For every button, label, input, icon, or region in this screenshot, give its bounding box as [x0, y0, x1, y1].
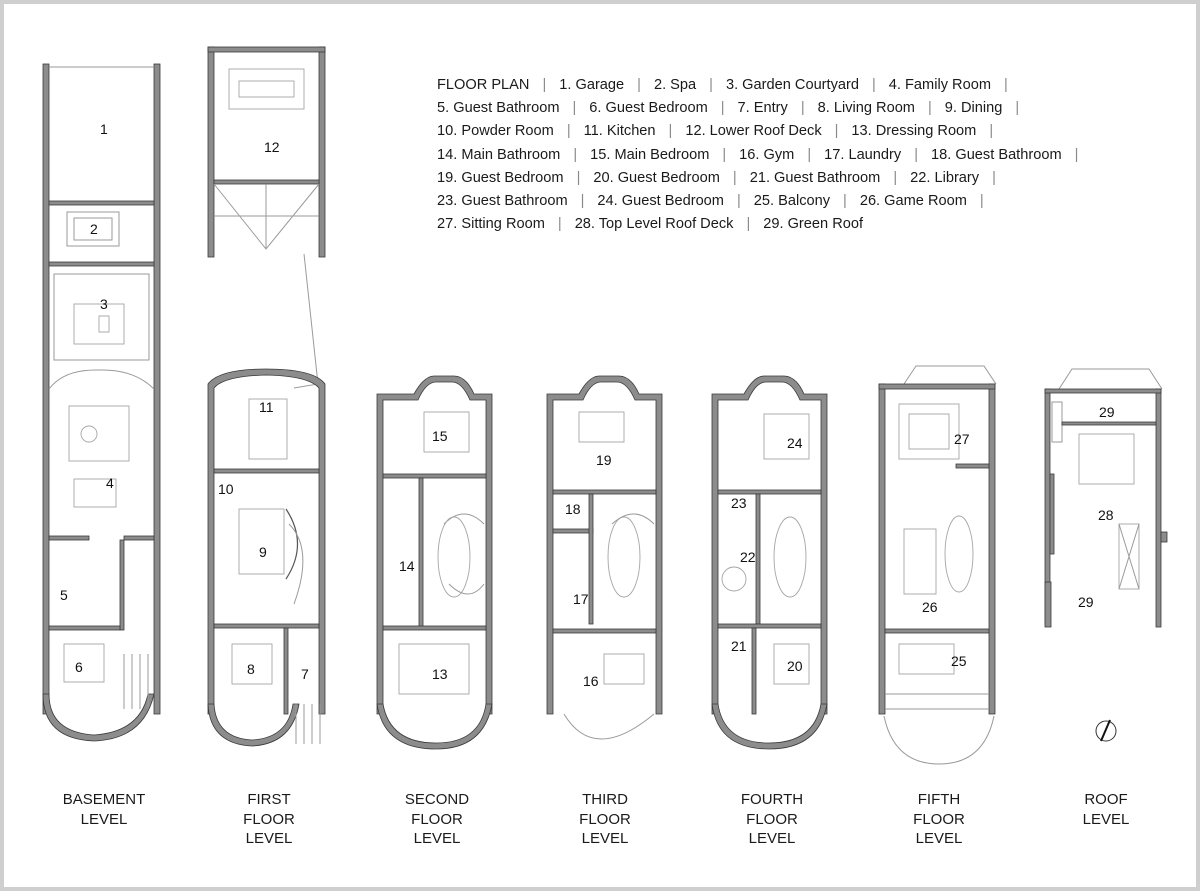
legend-entry: 3. Garden Courtyard	[725, 77, 859, 93]
legend-line: FLOOR PLAN | 1. Garage | 2. Spa | 3. Garden Courtyard | 4. Family Room |	[437, 77, 1008, 93]
legend-entry: 4. Family Room	[888, 77, 991, 93]
legend-entry: 13. Dressing Room	[851, 123, 977, 140]
room-20-label: 20	[787, 658, 803, 674]
legend-entry: 15. Main Bedroom	[590, 146, 710, 163]
level-label-first-floor: FIRST FLOOR LEVEL	[243, 791, 295, 847]
first-floor-plan	[208, 47, 325, 746]
room-12-label: 12	[264, 139, 280, 155]
legend-line: 5. Guest Bathroom | 6. Guest Bedroom | 7. Entry | 8. Living Room | 9. Dining |	[437, 100, 1020, 117]
legend-line: 14. Main Bathroom | 15. Main Bedroom | 16. Gym | 17. Laundry | 18. Guest Bathroom |	[437, 146, 1079, 163]
room-4-label: 4	[106, 475, 114, 491]
third-floor-plan	[547, 376, 662, 739]
legend-entry: 1. Garage	[559, 77, 625, 93]
room-11-label: 11	[259, 399, 274, 415]
room-19-label: 19	[596, 452, 612, 468]
room-15-label: 15	[432, 428, 448, 444]
legend-line: 19. Guest Bedroom | 20. Guest Bedroom | 21. Guest Bathroom | 22. Library |	[437, 169, 996, 186]
room-1-label: 1	[100, 121, 108, 137]
room-16-label: 16	[583, 673, 599, 689]
legend-entry: 27. Sitting Room	[437, 216, 545, 233]
legend-entry: 28. Top Level Roof Deck	[574, 216, 734, 233]
legend-entry: 29. Green Roof	[763, 216, 864, 233]
legend-entry: 5. Guest Bathroom	[437, 100, 560, 117]
legend-entry: 24. Guest Bedroom	[597, 193, 724, 210]
room-7-label: 7	[301, 666, 309, 682]
legend-entry: 25. Balcony	[753, 193, 831, 210]
basement-plan	[43, 64, 160, 741]
level-label-fourth-floor: FOURTH FLOOR LEVEL	[740, 791, 804, 847]
room-14-label: 14	[399, 558, 415, 574]
room-23-label: 23	[731, 495, 747, 511]
legend-entry: 2. Spa	[653, 77, 697, 93]
room-9-label: 9	[259, 544, 267, 560]
room-10-label: 10	[218, 481, 234, 497]
legend-entry: 22. Library	[910, 169, 980, 186]
level-label-third-floor: THIRD FLOOR LEVEL	[579, 791, 631, 847]
legend-line: 10. Powder Room | 11. Kitchen | 12. Lower Roof Deck | 13. Dressing Room |	[437, 123, 994, 140]
legend-entry: 17. Laundry	[824, 146, 902, 163]
legend-entry: 21. Guest Bathroom	[749, 169, 881, 186]
room-6-label: 6	[75, 659, 83, 675]
level-label-second-floor: SECOND FLOOR LEVEL	[404, 791, 470, 847]
room-8-label: 8	[247, 661, 255, 677]
fifth-floor-plan	[879, 366, 996, 764]
room-27-label: 27	[954, 431, 970, 447]
room-21-label: 21	[731, 638, 747, 654]
room-29-bottom-label: 29	[1078, 594, 1094, 610]
fourth-floor-plan	[712, 376, 827, 749]
legend-entry: 20. Guest Bedroom	[593, 169, 720, 186]
room-18-label: 18	[565, 501, 581, 517]
level-label-fifth-floor: FIFTH FLOOR LEVEL	[913, 791, 965, 847]
room-29-top-label: 29	[1099, 404, 1115, 420]
legend-entry: 11. Kitchen	[583, 123, 656, 140]
room-24-label: 24	[787, 435, 803, 451]
legend-entry: 6. Guest Bedroom	[589, 100, 708, 117]
legend-entry: 19. Guest Bedroom	[437, 169, 564, 186]
legend-entry: 23. Guest Bathroom	[437, 193, 568, 210]
room-13-label: 13	[432, 666, 448, 682]
legend-entry: 16. Gym	[739, 146, 795, 163]
room-28-label: 28	[1098, 507, 1114, 523]
room-26-label: 26	[922, 599, 938, 615]
legend-entry: 10. Powder Room	[437, 123, 554, 140]
room-3-label: 3	[100, 296, 108, 312]
second-floor-plan	[377, 376, 492, 749]
legend-line: 23. Guest Bathroom | 24. Guest Bedroom | 25. Balcony | 26. Game Room |	[437, 193, 984, 210]
legend-entry: 26. Game Room	[859, 193, 967, 210]
legend-entry: 14. Main Bathroom	[437, 146, 561, 163]
legend-line: 27. Sitting Room | 28. Top Level Roof Deck | 29. Green Roof	[437, 216, 864, 233]
legend-entry: 18. Guest Bathroom	[931, 146, 1062, 163]
legend-entry: 7. Entry	[737, 100, 788, 117]
legend-heading: FLOOR PLAN	[437, 77, 530, 93]
room-5-label: 5	[60, 587, 68, 603]
legend-entry: 9. Dining	[944, 100, 1003, 117]
level-label-roof: ROOF LEVEL	[1082, 791, 1130, 828]
room-25-label: 25	[951, 653, 967, 669]
level-label-basement: BASEMENT LEVEL	[62, 791, 146, 828]
floor-plans-drawing	[4, 4, 1196, 887]
room-17-label: 17	[573, 591, 589, 607]
legend-entry: 12. Lower Roof Deck	[685, 123, 822, 140]
room-22-label: 22	[740, 549, 756, 565]
legend-entry: 8. Living Room	[817, 100, 915, 117]
room-2-label: 2	[90, 221, 98, 237]
compass-north-arrow-icon	[1096, 720, 1116, 741]
roof-plan	[1045, 369, 1167, 741]
